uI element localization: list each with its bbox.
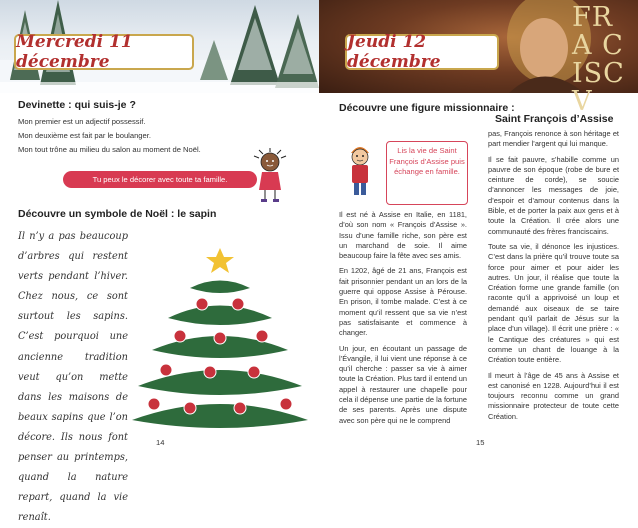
symbol-title: Découvre un symbole de Noël : le sapin (18, 208, 217, 220)
riddle-title: Devinette : qui suis-je ? (18, 99, 136, 111)
page-number-left: 14 (156, 438, 165, 447)
star-icon (206, 248, 234, 273)
section-title: Découvre une figure missionnaire : (339, 102, 515, 114)
left-page (0, 0, 319, 524)
bio-paragraph: Il est né à Assise en Italie, en 1181, d’où son nom « François d’Assise ». Issu d’une famille riche, son père est un marchand de soie. Il aime beaucoup faire la fête avec ses amis. (339, 210, 467, 261)
riddle-hint-badge: Tu peux le décorer avec toute ta famille. (63, 171, 257, 188)
bio-paragraph: Il meurt à l’âge de 45 ans à Assise et est canonisé en 1228. Aujourd’hui il est toujours reconnu comme un grand missionnaire protecteur de toute cette Création. (488, 370, 619, 421)
christmas-tree-illustration (130, 238, 310, 438)
boy-illustration (345, 141, 375, 199)
riddle-text (18, 115, 258, 157)
right-page (319, 0, 638, 453)
biography-column-1 (339, 210, 467, 431)
riddle-line: Mon premier est un adjectif possessif. (18, 117, 146, 126)
saint-name-heading: Saint François d’Assise (495, 113, 614, 125)
fresco-inscription: FRA CISCV (572, 2, 625, 117)
riddle-line: Mon deuxième est fait par le boulanger. (18, 131, 151, 140)
tree-story-text: Il n’y a pas beaucoup d’arbres qui restent verts pendant l’hiver. Chez nous, ce sont surtout les sapins. C’est pourquoi une ancienne tradition veut qu’on mette dans les maisons de beaux sapins que l’on décore. Ils nous font penser au printemps, quand la nature repart, quand la vie renaît. (18, 231, 128, 524)
reading-prompt-box: Lis la vie de Saint François d’Assise puis échange en famille. (386, 141, 468, 205)
bio-paragraph: Il se fait pauvre, s’habille comme un pauvre de son époque (robe de bure et ceinture de corde), se soucie d’annoncer les messages de joie, d’espoir et d’amour contenus dans la Bible, et de porter la paix aux gens et à toute la Création. Il crée alors une communauté des frères franciscains. (488, 154, 619, 236)
page-number-right: 15 (476, 438, 485, 447)
snowy-trees-photo (0, 0, 319, 93)
date-banner-wednesday: Mercredi 11 décembre (14, 34, 194, 70)
date-banner-thursday: Jeudi 12 décembre (345, 34, 499, 70)
riddle-line: Mon tout trône au milieu du salon au moment de Noël. (18, 145, 201, 154)
bio-paragraph: Toute sa vie, il dénonce les injustices. C’est dans la prière qu’il trouve toute sa force pour aimer et pour aider les autres. Un jour, il réalise que toute la Création forme une grande famille (on raconte qu’il a apprivoisé un loup et demandé aux oiseaux de se taire pendant qu’il parlait de Jésus sur la place d’un village). Il écrit une prière : « le Cantique des créatures » qui est comme un chant de louange à la Création toute entière. (488, 241, 619, 365)
biography-column-2 (488, 129, 619, 427)
bio-paragraph: pas, François renonce à son héritage et part mendier l’argent qui lui manque. (488, 129, 619, 149)
girl-illustration (251, 148, 289, 204)
bio-paragraph: Un jour, en écoutant un passage de l’Évangile, il lui vient une réponse à ce qu’il cherche : passer sa vie à aimer toute la Création. Plus tard il entend un appel à restaurer une chapelle pour cela il dépense une partie de la fortune de ses parents. Après une dispute avec son père qui ne le comprend (339, 343, 467, 425)
bio-paragraph: En 1202, âgé de 21 ans, François est fait prisonnier pendant un an lors de la guerre qui oppose Assise à Pérouse. En prison, il tombe malade. C’est à ce moment qu’il ressent que sa vie n’est pas satisfaisante et commence à changer. (339, 266, 467, 338)
